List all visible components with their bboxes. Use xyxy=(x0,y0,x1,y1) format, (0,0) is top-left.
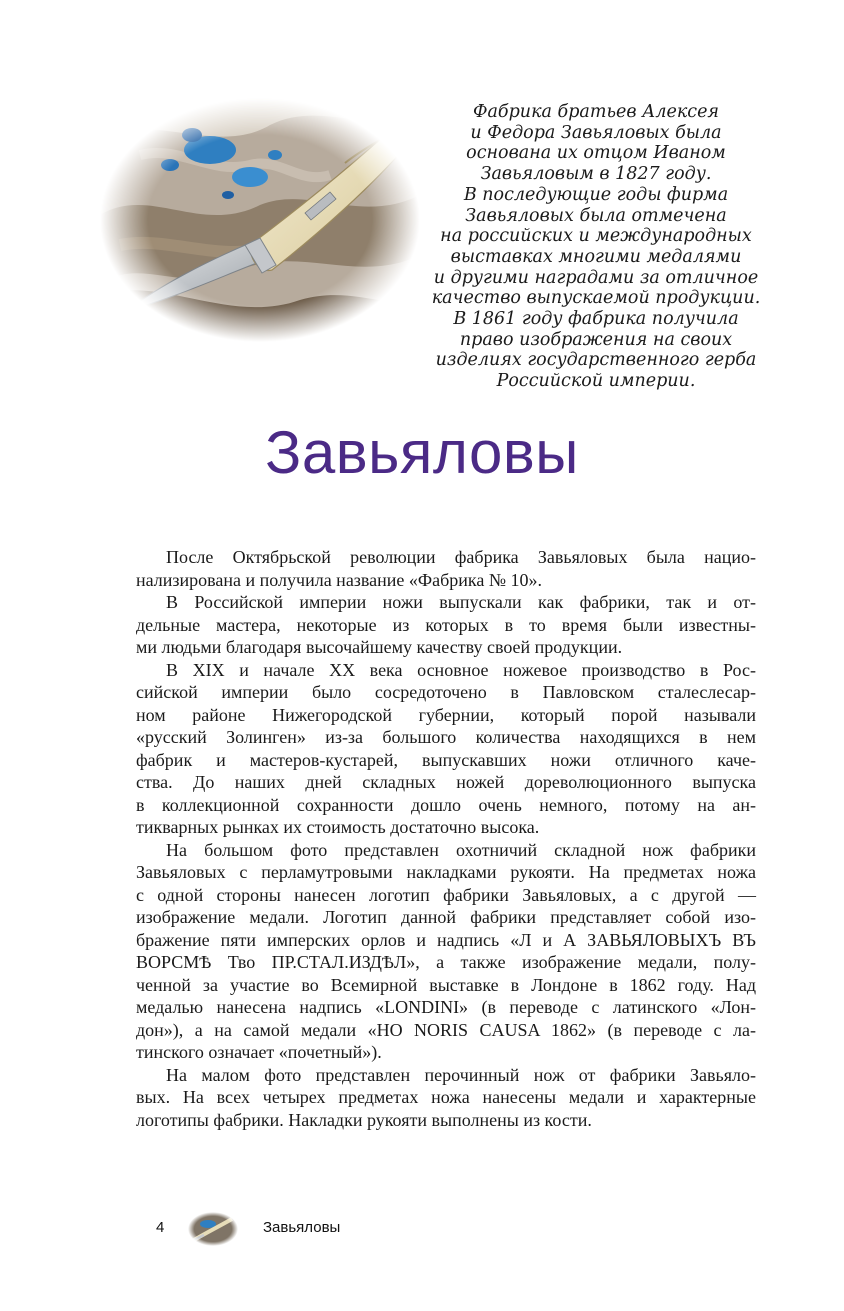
body-line: дельные мастера, некоторые из которых в то время были известны- xyxy=(136,614,756,635)
caption-line: В 1861 году фабрика получила xyxy=(453,309,739,330)
caption-line: В последующие годы фирма xyxy=(463,184,729,205)
body-line: «русский Золинген» из-за большого количества находящихся в нем xyxy=(136,727,756,747)
body-line: в коллекционной сохранности дошло очень немного, потому на ан- xyxy=(136,794,756,815)
body-line: На большом фото представлен охотничий складной нож фабрики xyxy=(166,839,756,860)
body-line: В XIX и начале XX века основное ножевое производство в Рос- xyxy=(166,659,756,680)
caption-line: и другими наградами за отличное xyxy=(433,267,759,288)
body-line: тикварных рынках их стоимость достаточно высока. xyxy=(136,817,540,837)
caption-line: право изображения на своих xyxy=(459,329,733,350)
body-line: ВОРСМѢ Тво ПР.СТАЛ.ИЗДѢЛ», а также изображение медали, полу- xyxy=(136,952,756,972)
chapter-title: Завьяловы xyxy=(265,419,579,486)
body-line: бражение пяти имперских орлов и надпись «Л и А ЗАВЬЯЛОВЫХЪ ВЪ xyxy=(136,929,756,950)
body-line: ном районе Нижегородской губернии, который порой называли xyxy=(136,704,756,725)
caption-line: выставках многими медалями xyxy=(450,246,742,267)
caption-line: основана их отцом Иваном xyxy=(466,143,726,164)
caption-line: Завьяловых была отмечена xyxy=(465,205,727,226)
page-number: 4 xyxy=(156,1219,165,1236)
body-line: вых. На всех четырех предметах ножа нанесены медали и характерные xyxy=(136,1087,756,1107)
body-line: фабрик и мастеров-кустарей, выпускавших ножи отличного каче- xyxy=(136,749,756,770)
caption-line: Фабрика братьев Алексея xyxy=(472,102,720,122)
caption-line: на российских и международных xyxy=(440,226,752,247)
body-line: дон»), а на самой медали «HO NORIS CAUSA 1862» (в переводе с ла- xyxy=(136,1019,756,1040)
body-line: ства. До наших дней складных ножей дореволюционного выпуска xyxy=(136,772,756,792)
body-line: медалью нанесена надпись «LONDINI» (в переводе с латинского «Лон- xyxy=(136,997,756,1017)
body-line: нализирована и получила название «Фабрика № 10». xyxy=(136,569,543,590)
page-footer xyxy=(0,1208,844,1248)
body-line: сийской империи было сосредоточено в Павловском сталеслесар- xyxy=(136,682,756,702)
knife-thumbnail-icon xyxy=(188,1212,238,1246)
knife-photo xyxy=(100,95,420,345)
body-line: с одной стороны нанесен логотип фабрики Завьяловых, а с другой — xyxy=(136,884,756,905)
caption-line: качество выпускаемой продукции. xyxy=(431,288,761,309)
caption-line: Завьяловым в 1827 году. xyxy=(480,164,712,185)
caption-line: Российской империи. xyxy=(496,371,696,392)
body-line: ченной за участие во Всемирной выставке в Лондоне в 1862 году. Над xyxy=(136,974,756,995)
photo-caption xyxy=(418,102,774,392)
caption-line: изделиях государственного герба xyxy=(435,350,757,371)
body-line: изображение медали. Логотип данной фабрики представляет собой изо- xyxy=(136,907,756,927)
body-line: ми людьми благодаря высочайшему качеству своей продукции. xyxy=(136,637,623,657)
body-text xyxy=(136,546,756,1131)
caption-line: и Федора Завьяловых была xyxy=(470,122,722,143)
body-line: тинского означает «почетный»). xyxy=(136,1042,382,1062)
body-line: В Российской империи ножи выпускали как фабрики, так и от- xyxy=(166,592,756,612)
body-line: логотипы фабрики. Накладки рукояти выполнены из кости. xyxy=(136,1109,592,1130)
body-line: После Октябрьской революции фабрика Завьяловых была нацио- xyxy=(166,547,756,567)
running-head: Завьяловы xyxy=(263,1219,341,1236)
body-line: На малом фото представлен перочинный нож от фабрики Завьяло- xyxy=(166,1064,756,1085)
body-line: Завьяловых с перламутровыми накладками рукояти. На предметах ножа xyxy=(136,862,756,882)
